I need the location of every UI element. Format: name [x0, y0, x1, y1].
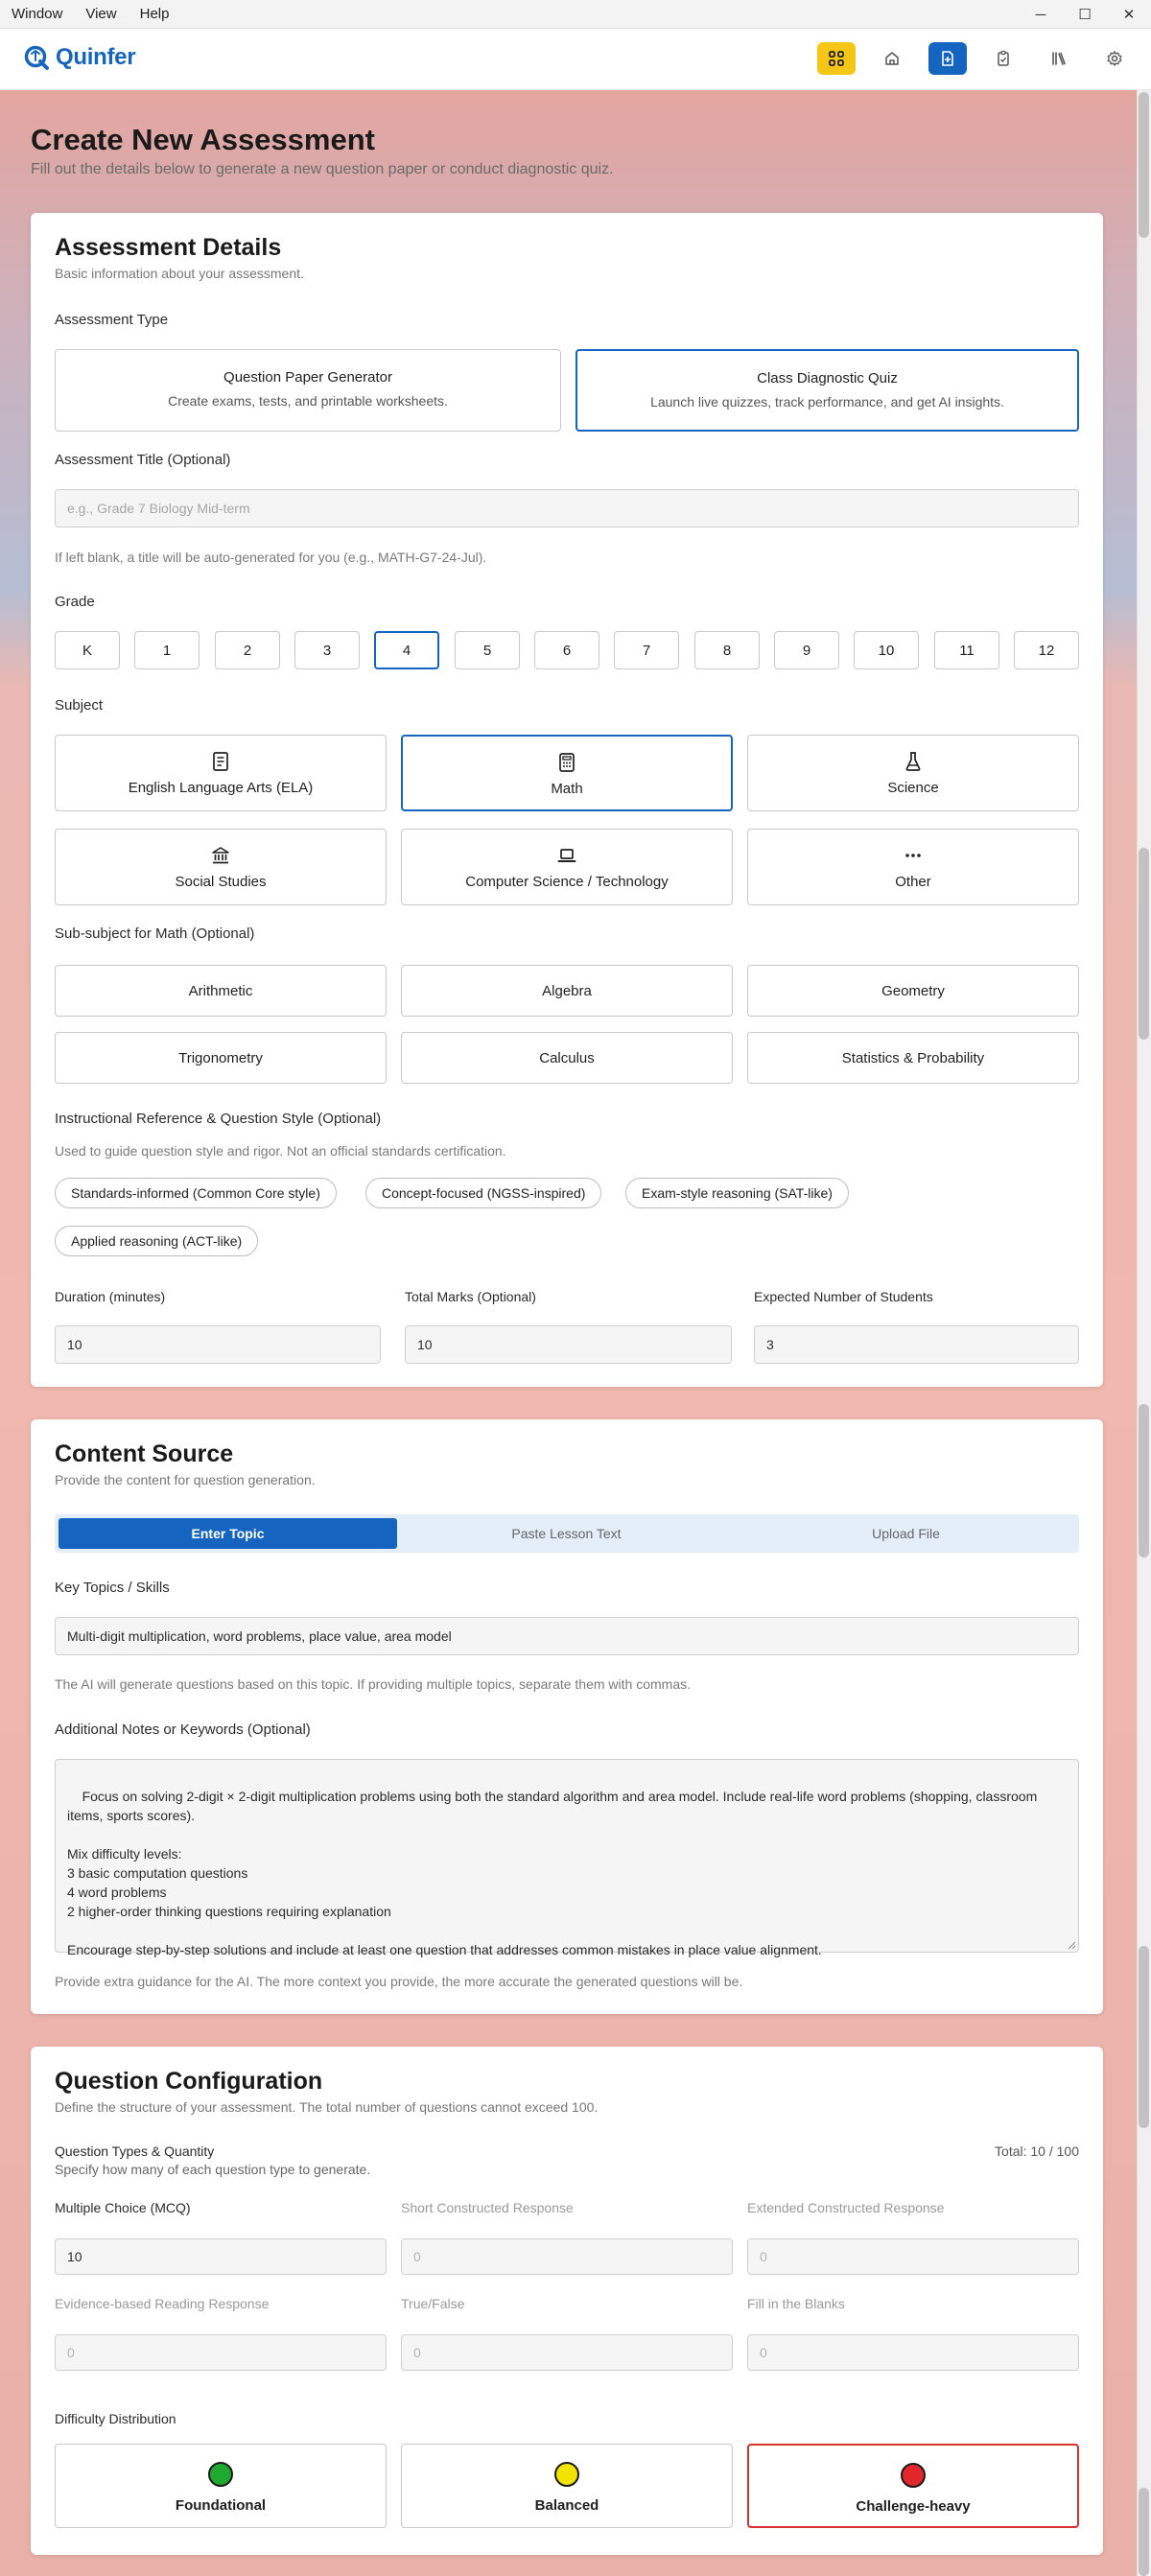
scroll-marker	[1139, 1404, 1149, 1557]
qtype-fillblanks-input[interactable]: 0	[747, 2334, 1079, 2371]
qtype-mcq-label: Multiple Choice (MCQ)	[55, 2200, 191, 2215]
subsubject-label-text: Geometry	[881, 982, 945, 999]
quinfer-logo-icon	[23, 44, 50, 71]
subject-label: Other	[895, 874, 931, 890]
qtype-short-label: Short Constructed Response	[401, 2200, 574, 2215]
question-config-card	[31, 2047, 1103, 2555]
qtype-truefalse-input[interactable]: 0	[401, 2334, 733, 2371]
assessment-title-input[interactable]: e.g., Grade 7 Biology Mid-term	[55, 489, 1079, 527]
red-dot-icon	[901, 2463, 926, 2488]
grade-option[interactable]: 9	[774, 631, 839, 669]
grade-option[interactable]: K	[55, 631, 120, 669]
qtype-extended-label: Extended Constructed Response	[747, 2200, 945, 2215]
subsubject-geometry[interactable]	[747, 965, 1079, 1017]
type-option-desc: Launch live quizzes, track performance, and get AI insights.	[650, 394, 1004, 410]
subsubject-algebra[interactable]	[401, 965, 733, 1017]
apps-button[interactable]	[817, 42, 856, 75]
library-icon	[1050, 50, 1068, 67]
apps-icon	[828, 50, 845, 67]
maximize-button[interactable]: ☐	[1078, 7, 1092, 23]
notes-label: Additional Notes or Keywords (Optional)	[55, 1721, 311, 1738]
vertical-scrollbar[interactable]	[1137, 90, 1151, 2576]
subsubject-arithmetic[interactable]	[55, 965, 387, 1017]
subject-label: English Language Arts (ELA)	[128, 780, 314, 796]
duration-label: Duration (minutes)	[55, 1289, 166, 1304]
qtype-short-input[interactable]: 0	[401, 2238, 733, 2275]
qtype-fillblanks-label: Fill in the Blanks	[747, 2296, 845, 2311]
library-button[interactable]	[1040, 42, 1078, 75]
create-doc-icon	[939, 50, 956, 67]
difficulty-option-label: Foundational	[175, 2497, 267, 2514]
yellow-dot-icon	[554, 2462, 579, 2487]
grade-option[interactable]: 11	[934, 631, 999, 669]
app-header	[0, 29, 1151, 90]
scroll-marker	[1139, 1946, 1149, 2128]
content-source-card	[31, 1419, 1103, 2014]
document-icon	[210, 751, 231, 772]
menu-window[interactable]: Window	[12, 6, 63, 22]
content-source-tabs	[55, 1514, 1079, 1553]
subsubject-trigonometry[interactable]	[55, 1032, 387, 1084]
page-subtitle: Fill out the details below to generate a new question paper or conduct diagnostic quiz.	[31, 161, 614, 177]
grade-option[interactable]: 3	[294, 631, 360, 669]
flask-icon	[903, 751, 924, 772]
reference-label: Instructional Reference & Question Style (Optional)	[55, 1111, 382, 1127]
grade-option[interactable]: 12	[1014, 631, 1079, 669]
tab-upload-file[interactable]: Upload File	[872, 1526, 940, 1541]
grade-option[interactable]: 7	[614, 631, 679, 669]
type-diagnostic-quiz-option[interactable]	[576, 349, 1079, 432]
type-question-paper-option[interactable]	[55, 349, 561, 432]
subject-label: Math	[551, 781, 583, 797]
card-title: Content Source	[55, 1440, 234, 1467]
clipboard-icon	[995, 50, 1012, 67]
total-marks-input[interactable]: 10	[405, 1325, 732, 1364]
brand-name: Quinfer	[56, 44, 136, 70]
home-button[interactable]	[873, 42, 911, 75]
scroll-thumb[interactable]	[1139, 92, 1149, 238]
subsubject-calculus[interactable]	[401, 1032, 733, 1084]
subject-science[interactable]	[747, 735, 1079, 811]
reference-hint: Used to guide question style and rigor. Not an official standards certification.	[55, 1143, 506, 1159]
difficulty-label: Difficulty Distribution	[55, 2411, 176, 2426]
settings-button[interactable]	[1095, 42, 1134, 75]
menu-view[interactable]: View	[85, 6, 117, 22]
difficulty-option-label: Challenge-heavy	[856, 2498, 971, 2515]
close-window-button[interactable]: ✕	[1122, 7, 1136, 23]
green-dot-icon	[208, 2462, 233, 2487]
title-hint: If left blank, a title will be auto-generated for you (e.g., MATH-G7-24-Jul).	[55, 550, 487, 565]
card-subtitle: Basic information about your assessment.	[55, 266, 304, 281]
tab-paste-lesson[interactable]: Paste Lesson Text	[511, 1526, 622, 1541]
duration-input[interactable]: 10	[55, 1325, 381, 1364]
type-option-title: Class Diagnostic Quiz	[757, 370, 898, 386]
grade-option[interactable]: 2	[215, 631, 280, 669]
reference-common-core-pill[interactable]: Standards-informed (Common Core style)	[55, 1178, 337, 1208]
qtype-mcq-input[interactable]: 10	[55, 2238, 387, 2275]
students-input[interactable]: 3	[754, 1325, 1079, 1364]
subsubject-label: Sub-subject for Math (Optional)	[55, 925, 255, 942]
difficulty-option-label: Balanced	[534, 2497, 599, 2514]
grade-selector	[55, 631, 1079, 669]
additional-notes-textarea[interactable]	[55, 1759, 1079, 1957]
minimize-button[interactable]: ─	[1035, 6, 1046, 23]
qtype-truefalse-label: True/False	[401, 2296, 465, 2311]
reference-act-pill[interactable]: Applied reasoning (ACT-like)	[55, 1226, 258, 1256]
subsubject-label-text: Statistics & Probability	[841, 1049, 985, 1066]
laptop-icon	[556, 845, 577, 866]
assessment-details-card	[31, 213, 1103, 1387]
type-option-desc: Create exams, tests, and printable worksheets.	[168, 393, 448, 409]
card-title: Question Configuration	[55, 2068, 323, 2095]
scroll-marker	[1139, 848, 1149, 1040]
title-label: Assessment Title (Optional)	[55, 452, 231, 468]
menu-help[interactable]: Help	[139, 6, 170, 22]
tab-enter-topic[interactable]: Enter Topic	[59, 1518, 397, 1549]
subject-ela[interactable]	[55, 735, 387, 811]
landmark-icon	[210, 845, 231, 866]
page-title: Create New Assessment	[31, 123, 375, 156]
subject-label: Subject	[55, 697, 104, 714]
assessments-button[interactable]	[984, 42, 1022, 75]
topics-hint: The AI will generate questions based on this topic. If providing multiple topics, separate them with commas.	[55, 1676, 692, 1692]
subject-label: Social Studies	[175, 874, 267, 890]
students-label: Expected Number of Students	[754, 1289, 933, 1304]
settings-icon	[1106, 50, 1123, 67]
subsubject-label-text: Calculus	[539, 1049, 595, 1066]
question-types-label: Question Types & Quantity	[55, 2143, 215, 2159]
home-icon	[883, 50, 901, 67]
type-option-title: Question Paper Generator	[223, 369, 392, 386]
subject-other[interactable]	[747, 829, 1079, 905]
assessment-type-label: Assessment Type	[55, 312, 169, 328]
key-topics-input[interactable]: Multi-digit multiplication, word problems, place value, area model	[55, 1617, 1079, 1655]
marks-label: Total Marks (Optional)	[405, 1289, 536, 1304]
card-subtitle: Define the structure of your assessment. The total number of questions cannot exceed 100.	[55, 2099, 599, 2115]
create-assessment-button[interactable]	[928, 42, 967, 75]
grade-option[interactable]: 5	[455, 631, 520, 669]
grade-option[interactable]: 10	[854, 631, 919, 669]
question-types-hint: Specify how many of each question type to generate.	[55, 2162, 371, 2177]
difficulty-challenge-heavy[interactable]	[747, 2444, 1079, 2528]
qtype-extended-input[interactable]: 0	[747, 2238, 1079, 2275]
subject-label: Computer Science / Technology	[465, 874, 669, 890]
difficulty-balanced[interactable]	[401, 2444, 733, 2528]
subsubject-statistics[interactable]	[747, 1032, 1079, 1084]
grade-option[interactable]: 6	[534, 631, 599, 669]
grade-option-selected[interactable]: 4	[374, 631, 439, 669]
more-icon	[903, 845, 924, 866]
subject-math[interactable]	[401, 735, 733, 811]
qtype-reading-label: Evidence-based Reading Response	[55, 2296, 270, 2311]
reference-ngss-pill[interactable]: Concept-focused (NGSS-inspired)	[365, 1178, 601, 1208]
card-subtitle: Provide the content for question generation.	[55, 1472, 316, 1487]
question-total-counter: Total: 10 / 100	[995, 2143, 1079, 2159]
notes-text: Focus on solving 2-digit × 2-digit multiplication problems using both the standard algorithm and area model. Include real-life word problems (shopping, classroom items, sports scores). Mix difficulty levels: 3 basic computation questions 4 word problems 2 higher-order thinking questions requiring explanation Encourage step-by-step solutions and include at least one question that addresses common mistakes in place value alignment.	[67, 1789, 1038, 1957]
subsubject-label-text: Trigonometry	[178, 1049, 263, 1066]
reference-sat-pill[interactable]: Exam-style reasoning (SAT-like)	[625, 1178, 849, 1208]
subject-computer-science[interactable]	[401, 829, 733, 905]
brand-logo[interactable]	[23, 44, 135, 71]
topics-label: Key Topics / Skills	[55, 1580, 170, 1596]
scroll-marker	[1139, 2488, 1149, 2576]
qtype-reading-input[interactable]: 0	[55, 2334, 387, 2371]
subject-social-studies[interactable]	[55, 829, 387, 905]
window-menubar	[0, 0, 1151, 29]
notes-hint: Provide extra guidance for the AI. The more context you provide, the more accurate the generated questions will be.	[55, 1974, 743, 1989]
card-title: Assessment Details	[55, 234, 282, 261]
calculator-icon	[556, 752, 577, 773]
difficulty-foundational[interactable]	[55, 2444, 387, 2528]
grade-label: Grade	[55, 594, 95, 610]
grade-option[interactable]: 1	[134, 631, 200, 669]
grade-option[interactable]: 8	[694, 631, 760, 669]
resize-grip-icon[interactable]	[1067, 1940, 1076, 1950]
subsubject-label-text: Algebra	[542, 982, 592, 999]
subsubject-label-text: Arithmetic	[188, 982, 253, 999]
subject-label: Science	[887, 780, 939, 796]
